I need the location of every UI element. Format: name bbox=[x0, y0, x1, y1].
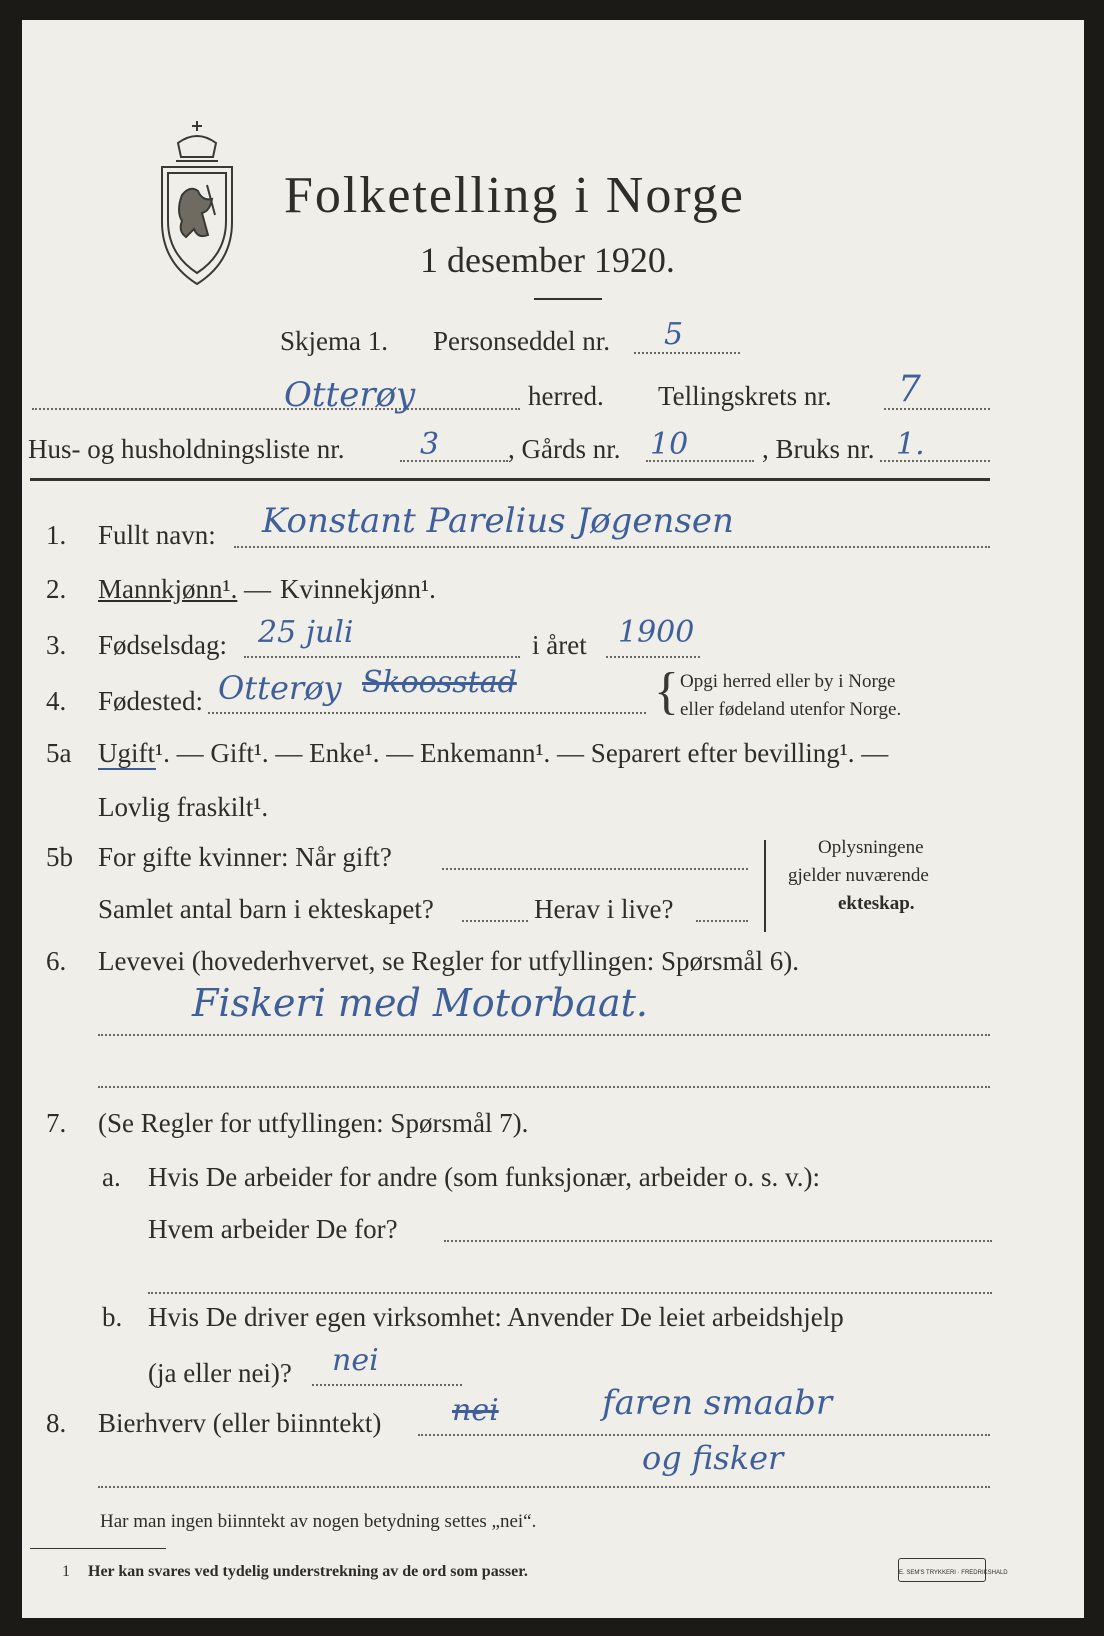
when-married-label: For gifte kvinner: Når gift? bbox=[98, 842, 392, 872]
hus-field[interactable] bbox=[400, 460, 508, 462]
q1-label: Fullt navn: bbox=[98, 520, 216, 550]
q5b-note-line1: Oplysningene bbox=[818, 837, 924, 858]
birthday-field[interactable] bbox=[244, 656, 520, 658]
personseddel-value: 5 bbox=[664, 317, 684, 352]
q8-number: 8. bbox=[46, 1408, 67, 1438]
marital-options[interactable]: Ugift¹. — Gift¹. — Enke¹. — Enkemann¹. — Separert efter bevilling¹. — bbox=[98, 738, 889, 768]
bruks-label: , Bruks nr. bbox=[762, 434, 875, 464]
side-income-value-2: og fisker bbox=[642, 1439, 784, 1477]
female-option[interactable]: Kvinnekjønn¹. bbox=[280, 574, 436, 604]
hus-value: 3 bbox=[420, 427, 440, 462]
q7b-text: Hvis De driver egen virksomhet: Anvender De leiet arbeidshjelp bbox=[148, 1302, 844, 1332]
q7-number: 7. bbox=[46, 1108, 67, 1138]
q5b-note-line2: gjelder nuværende bbox=[788, 865, 929, 886]
herred-value: Otterøy bbox=[284, 375, 416, 415]
q6-number: 6. bbox=[46, 946, 67, 976]
children-field[interactable] bbox=[462, 920, 528, 922]
birth-year-value: 1900 bbox=[618, 615, 695, 650]
q5b-number: 5b bbox=[46, 842, 73, 872]
q7b-question: (ja eller nei)? bbox=[148, 1358, 292, 1388]
male-option[interactable]: Mannkjønn¹. bbox=[98, 574, 238, 604]
q5a-number: 5a bbox=[46, 738, 72, 768]
footnote-text: Her kan svares ved tydelig understrekning av de ord som passer. bbox=[88, 1563, 528, 1580]
personseddel-label: Personseddel nr. bbox=[433, 326, 610, 356]
norway-coat-of-arms-icon bbox=[152, 115, 242, 295]
footnote-number: 1 bbox=[62, 1563, 70, 1580]
q4-label: Fødested: bbox=[98, 686, 203, 716]
occupation-field-2[interactable] bbox=[98, 1086, 990, 1088]
q7a-text: Hvis De arbeider for andre (som funksjonær, arbeider o. s. v.): bbox=[148, 1162, 820, 1192]
employer-field[interactable] bbox=[444, 1240, 992, 1242]
hired-help-value: nei bbox=[332, 1343, 379, 1378]
birthplace-field[interactable] bbox=[208, 712, 646, 714]
birthplace-value: Otterøy bbox=[218, 669, 342, 707]
title-divider bbox=[534, 298, 602, 300]
year-label: i året bbox=[532, 630, 587, 660]
q2-number: 2. bbox=[46, 574, 67, 604]
bruks-value: 1. bbox=[896, 427, 925, 462]
q6-label: Levevei (hovederhvervet, se Regler for utfyllingen: Spørsmål 6). bbox=[98, 946, 800, 976]
q4-number: 4. bbox=[46, 686, 67, 716]
herred-label: herred. bbox=[528, 381, 604, 411]
hired-help-field[interactable] bbox=[312, 1384, 462, 1386]
alive-label: Herav i live? bbox=[534, 894, 674, 924]
herred-field[interactable] bbox=[32, 408, 520, 410]
full-name-value: Konstant Parelius Jøgensen bbox=[262, 501, 734, 541]
q7a-letter: a. bbox=[102, 1162, 121, 1192]
employer-field-2[interactable] bbox=[148, 1292, 992, 1294]
q1-number: 1. bbox=[46, 520, 67, 550]
birthday-value: 25 juli bbox=[258, 615, 354, 650]
form-title: Folketelling i Norge bbox=[284, 167, 745, 224]
footer-note: Har man ingen biinntekt av nogen betydning settes „nei“. bbox=[100, 1511, 537, 1532]
personseddel-field[interactable] bbox=[634, 352, 740, 354]
q3-number: 3. bbox=[46, 630, 67, 660]
skjema-label: Skjema 1. bbox=[280, 326, 388, 356]
hus-label: Hus- og husholdningsliste nr. bbox=[28, 434, 345, 464]
side-income-struck: nei bbox=[452, 1393, 499, 1428]
q4-note-brace: { bbox=[654, 663, 679, 720]
q5b-note-line3: ekteskap. bbox=[838, 893, 915, 914]
header-rule bbox=[30, 478, 990, 481]
q5b-note-bracket bbox=[764, 840, 766, 932]
gards-value: 10 bbox=[650, 427, 689, 462]
side-income-field-2[interactable] bbox=[98, 1486, 990, 1488]
occupation-field-1[interactable] bbox=[98, 1034, 990, 1036]
q4-note-line2: eller fødeland utenfor Norge. bbox=[680, 699, 902, 720]
printer-stamp bbox=[898, 1558, 1008, 1582]
printer-stamp-text: E. SEM'S TRYKKERI · FREDRIKSHALD bbox=[899, 1570, 1008, 1576]
side-income-value-1: faren smaabr bbox=[602, 1383, 833, 1423]
q4-note-line1: Opgi herred eller by i Norge bbox=[680, 671, 896, 692]
krets-label: Tellingskrets nr. bbox=[658, 381, 832, 411]
q3-label: Fødselsdag: bbox=[98, 630, 228, 660]
full-name-field[interactable] bbox=[234, 546, 990, 548]
side-income-field[interactable] bbox=[418, 1434, 990, 1436]
children-label: Samlet antal barn i ekteskapet? bbox=[98, 894, 434, 924]
occupation-value: Fiskeri med Motorbaat. bbox=[192, 981, 648, 1025]
ugift-underline bbox=[98, 768, 156, 770]
alive-field[interactable] bbox=[696, 920, 748, 922]
birth-year-field[interactable] bbox=[606, 656, 700, 658]
q8-label: Bierhverv (eller biinntekt) bbox=[98, 1408, 382, 1438]
krets-value: 7 bbox=[898, 369, 921, 410]
birthplace-struck-value: Skoosstad bbox=[362, 665, 517, 700]
gards-label: , Gårds nr. bbox=[508, 434, 621, 464]
when-married-field[interactable] bbox=[442, 868, 748, 870]
census-form bbox=[22, 20, 1084, 1618]
form-date: 1 desember 1920. bbox=[420, 240, 675, 280]
q7b-letter: b. bbox=[102, 1302, 123, 1332]
q7-label: (Se Regler for utfyllingen: Spørsmål 7). bbox=[98, 1108, 529, 1138]
footnote-rule bbox=[30, 1548, 166, 1549]
q7a-question: Hvem arbeider De for? bbox=[148, 1214, 398, 1244]
q2-separator: — bbox=[244, 574, 271, 604]
divorced-option[interactable]: Lovlig fraskilt¹. bbox=[98, 792, 269, 822]
